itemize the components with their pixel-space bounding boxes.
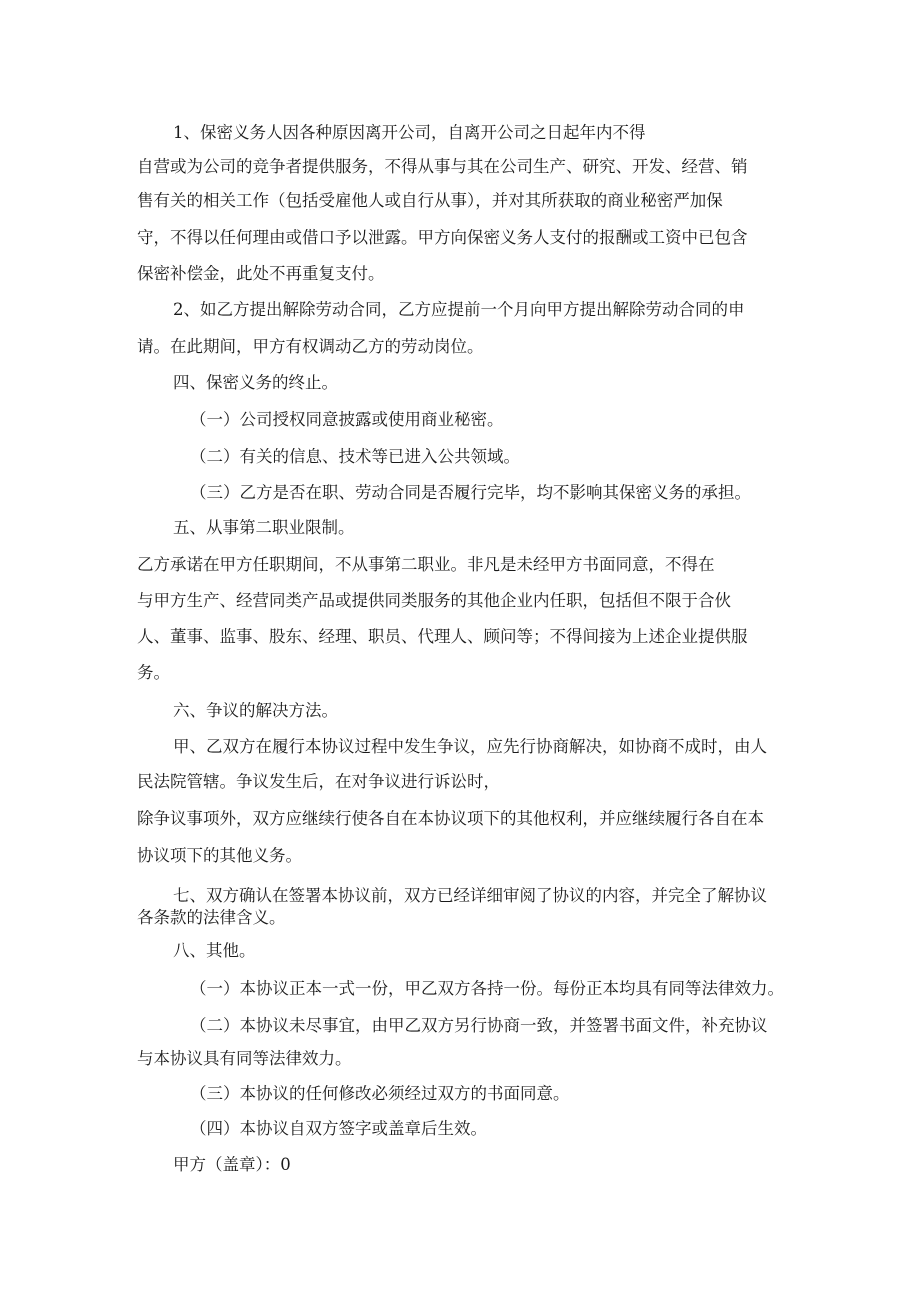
clause-2-line-2: 请。在此期间，甲方有权调动乙方的劳动岗位。: [137, 337, 484, 356]
clause-1-line-5: 保密补偿金，此处不再重复支付。: [137, 264, 385, 283]
clause-1-line-1: 1、保密义务人因各种原因离开公司，自离开公司之日起年内不得: [173, 123, 646, 142]
section-8-item-1: （一）本协议正本一式一份，甲乙双方各持一份。每份正本均具有同等法律效力。: [190, 979, 784, 998]
section-5-line-4: 务。: [137, 663, 170, 682]
section-5-line-3: 人、董事、监事、股东、经理、职员、代理人、顾问等；不得间接为上述企业提供服: [137, 627, 748, 646]
section-6-heading: 六、争议的解决方法。: [173, 701, 338, 720]
section-4-item-2: （二）有关的信息、技术等已进入公共领域。: [190, 447, 520, 466]
section-6-line-1: 甲、乙双方在履行本协议过程中发生争议，应先行协商解决，如协商不成时，由人: [173, 737, 767, 756]
party-a-signature-line: 甲方（盖章）：0: [173, 1155, 291, 1174]
clause-1-line-3: 售有关的相关工作（包括受雇他人或自行从事），并对其所获取的商业秘密严加保: [137, 191, 723, 210]
section-8-item-3: （三）本协议的任何修改必须经过双方的书面同意。: [190, 1084, 570, 1103]
section-7-line-1: 七、双方确认在签署本协议前，双方已经详细审阅了协议的内容，并完全了解协议: [173, 886, 767, 905]
section-4-heading: 四、保密义务的终止。: [173, 373, 338, 392]
section-8-heading: 八、其他。: [173, 941, 256, 960]
section-4-item-3: （三）乙方是否在职、劳动合同是否履行完毕，均不影响其保密义务的承担。: [190, 483, 751, 502]
clause-1-line-2: 自营或为公司的竞争者提供服务，不得从事与其在公司生产、研究、开发、经营、销: [137, 157, 748, 176]
section-8-item-4: （四）本协议自双方签字或盖章后生效。: [190, 1119, 487, 1138]
section-4-item-1: （一）公司授权同意披露或使用商业秘密。: [190, 410, 504, 429]
clause-1-line-4: 守，不得以任何理由或借口予以泄露。甲方向保密义务人支付的报酬或工资中已包含: [137, 228, 748, 247]
section-6-line-3: 除争议事项外，双方应继续行使各自在本协议项下的其他权利，并应继续履行各自在本: [137, 809, 764, 828]
section-7-line-2: 各条款的法律含义。: [137, 908, 286, 927]
section-5-line-2: 与甲方生产、经营同类产品或提供同类服务的其他企业内任职，包括但不限于合伙: [137, 591, 731, 610]
clause-2-line-1: 2、如乙方提出解除劳动合同，乙方应提前一个月向甲方提出解除劳动合同的申: [173, 300, 745, 319]
section-6-line-4: 协议项下的其他义务。: [137, 846, 302, 865]
section-8-item-2-line-1: （二）本协议未尽事宜，由甲乙双方另行协商一致，并签署书面文件，补充协议: [190, 1016, 768, 1035]
section-5-heading: 五、从事第二职业限制。: [173, 518, 355, 537]
section-8-item-2-line-2: 与本协议具有同等法律效力。: [137, 1049, 352, 1068]
section-6-line-2: 民法院管辖。争议发生后，在对争议进行诉讼时，: [137, 772, 500, 791]
section-5-line-1: 乙方承诺在甲方任职期间，不从事第二职业。非凡是未经甲方书面同意，不得在: [137, 555, 715, 574]
